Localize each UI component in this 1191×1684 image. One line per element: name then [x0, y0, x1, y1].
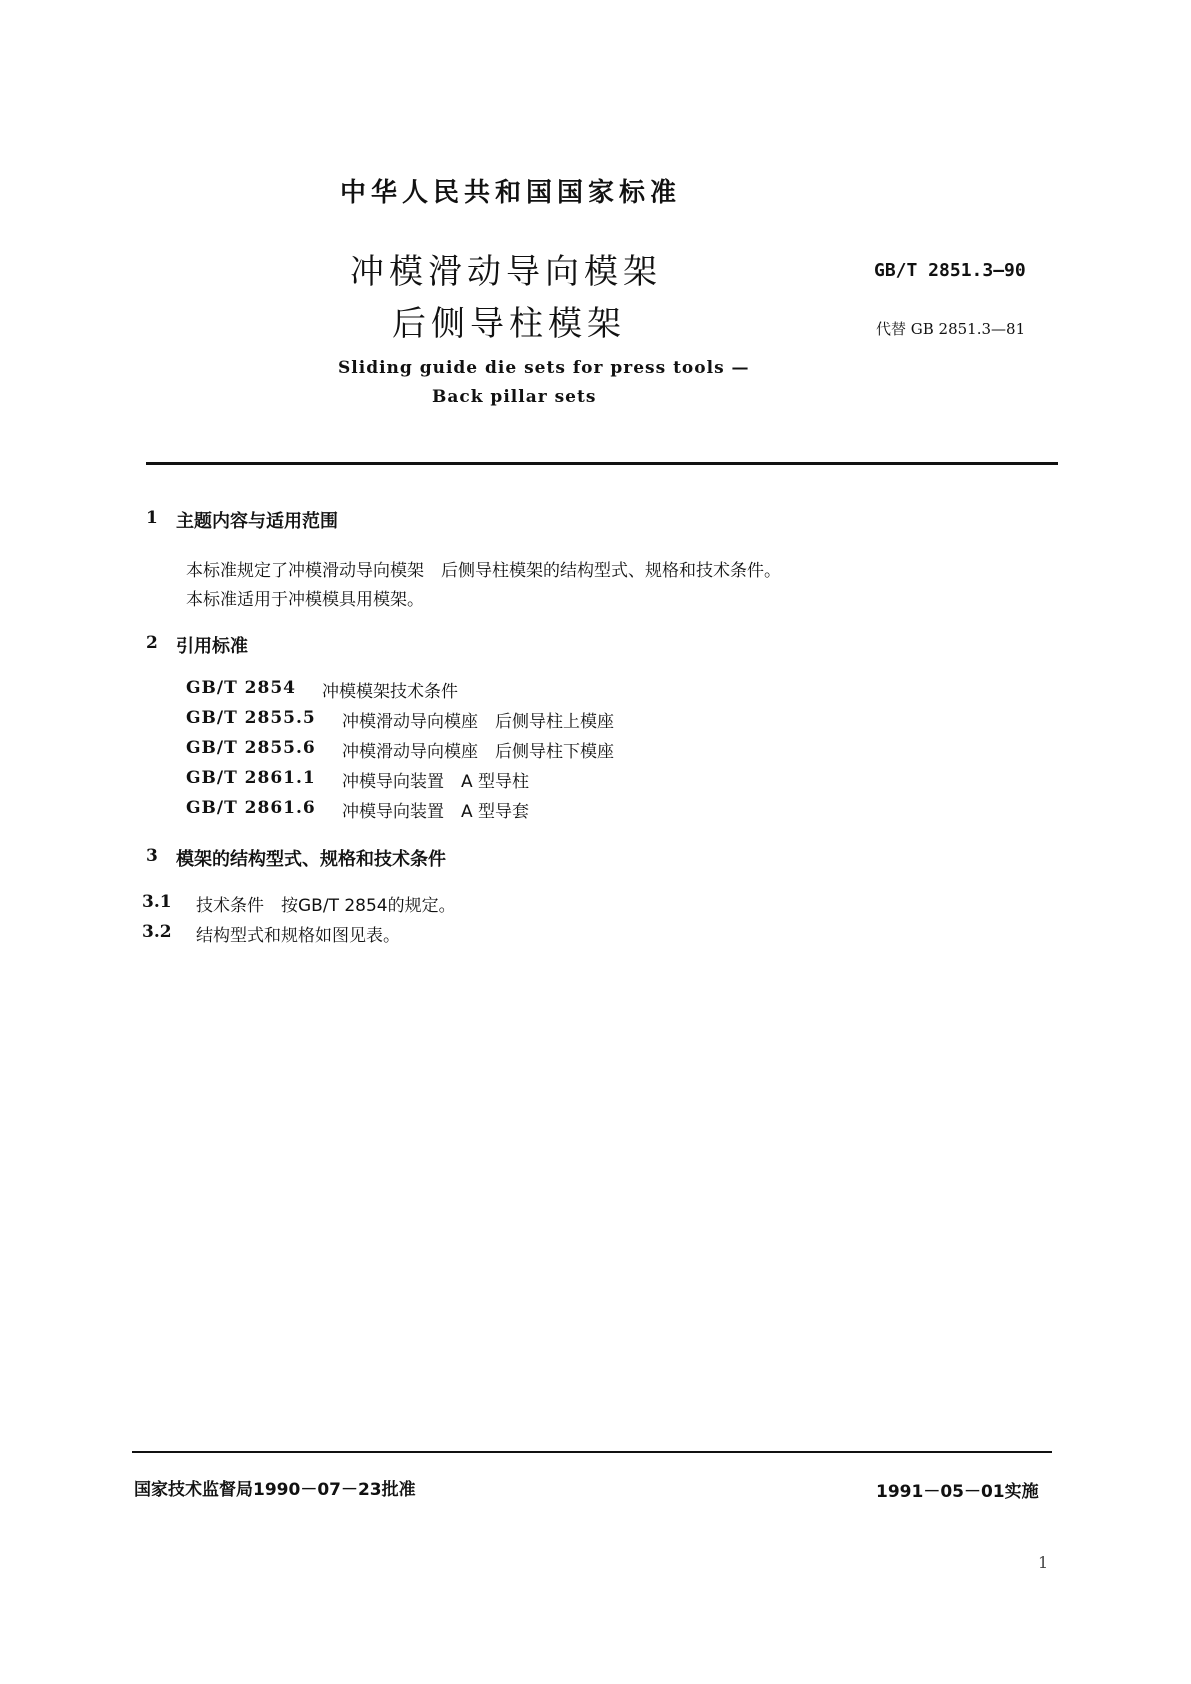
section-1-paragraph: 本标准规定了冲模滑动导向模架 后侧导柱模架的结构型式、规格和技术条件。: [186, 561, 781, 581]
document-title-line2: 后侧导柱模架: [392, 304, 626, 344]
reference-code: GB/T 2855.6: [186, 738, 316, 758]
clause-number: 3.2: [142, 922, 172, 942]
reference-title: 冲模导向装置 A 型导套: [342, 802, 530, 822]
reference-code: GB/T 2861.6: [186, 798, 316, 818]
page-number: 1: [1038, 1553, 1049, 1572]
header-divider: [146, 462, 1058, 465]
effective-date: 1991－05－01实施: [876, 1482, 1039, 1502]
english-title-line1: Sliding guide die sets for press tools —: [338, 358, 750, 378]
reference-title: 冲模滑动导向模座 后侧导柱上模座: [342, 712, 614, 732]
reference-code: GB/T 2861.1: [186, 768, 316, 788]
clause-text: 技术条件 按GB/T 2854的规定。: [196, 896, 456, 916]
section-1-title: 主题内容与适用范围: [176, 511, 338, 532]
footer-divider: [132, 1451, 1052, 1453]
document-title-line1: 冲模滑动导向模架: [350, 252, 662, 292]
standard-code: GB/T 2851.3—90: [874, 260, 1026, 281]
reference-title: 冲模导向装置 A 型导柱: [342, 772, 530, 792]
reference-title: 冲模滑动导向模座 后侧导柱下模座: [342, 742, 614, 762]
reference-code: GB/T 2854: [186, 678, 296, 698]
section-2-number: 2: [146, 633, 158, 653]
reference-code: GB/T 2855.5: [186, 708, 316, 728]
clause-number: 3.1: [142, 892, 172, 912]
english-title-line2: Back pillar sets: [432, 387, 597, 407]
section-1-number: 1: [146, 508, 158, 528]
section-3-number: 3: [146, 846, 158, 866]
replaces-code: 代替 GB 2851.3—81: [876, 320, 1026, 338]
reference-title: 冲模模架技术条件: [322, 682, 458, 702]
clause-text: 结构型式和规格如图见表。: [196, 926, 400, 946]
national-standard-heading: 中华人民共和国国家标准: [340, 178, 682, 208]
section-2-title: 引用标准: [176, 636, 248, 657]
approval-date: 国家技术监督局1990－07－23批准: [134, 1480, 416, 1500]
section-3-title: 模架的结构型式、规格和技术条件: [176, 849, 446, 870]
section-1-paragraph: 本标准适用于冲模模具用模架。: [186, 590, 424, 610]
